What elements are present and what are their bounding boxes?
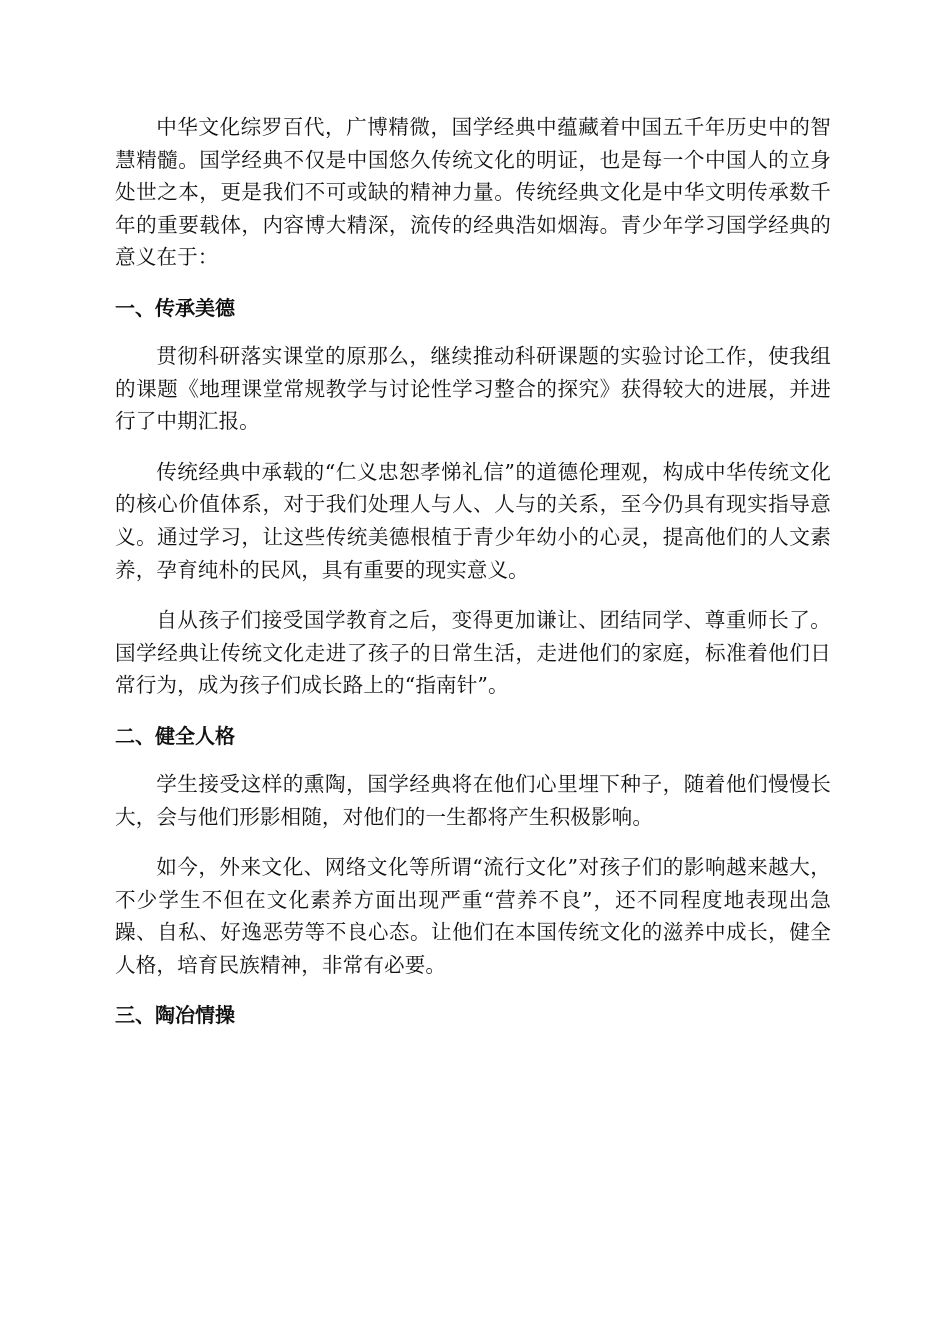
section2-paragraph-2: 如今，外来文化、网络文化等所谓“流行文化”对孩子们的影响越来越大，不少学生不但在文化素养方面出现严重“营养不良”，还不同程度地表现出急躁、自私、好逸恶劳等不良心态。让他们在本国传统文化的滋养中成长，健全人格，培育民族精神，非常有必要。: [115, 855, 831, 977]
section1-paragraph-2: 传统经典中承载的“仁义忠恕孝悌礼信”的道德伦理观，构成中华传统文化的核心价值体系，对于我们处理人与人、人与的关系，至今仍具有现实指导意义。通过学习，让这些传统美德根植于青少年幼小的心灵，提高他们的人文素养，孕育纯朴的民风，具有重要的现实意义。: [115, 459, 831, 582]
section2-body: [115, 768, 831, 982]
section1-paragraph-3: 自从孩子们接受国学教育之后，变得更加谦让、团结同学、尊重师长了。国学经典让传统文化走进了孩子的日常生活，走进他们的家庭，标准着他们日常行为，成为孩子们成长路上的“指南针”。: [115, 608, 831, 698]
section-heading-inherit-virtue: 一、传承美德: [115, 295, 235, 320]
section1-paragraph-1: 贯彻科研落实课堂的原那么，继续推动科研课题的实验讨论工作，使我组的课题《地理课堂常规教学与讨论性学习整合的探究》获得较大的进展，并进行了中期汇报。: [115, 343, 831, 434]
section-heading-sound-personality: 二、健全人格: [115, 723, 235, 748]
intro-paragraph: 中华文化综罗百代，广博精微，国学经典中蕴藏着中国五千年历史中的智慧精髓。国学经典不仅是中国悠久传统文化的明证，也是每一个中国人的立身处世之本，更是我们不可或缺的精神力量。传统经典文化是中华文明传承数千年的重要载体，内容博大精深，流传的经典浩如烟海。青少年学习国学经典的意义在于：: [115, 115, 831, 270]
document-body: [115, 111, 831, 1031]
section-heading-cultivate-sentiment: 三、陶冶情操: [115, 1003, 235, 1028]
section2-paragraph-1: 学生接受这样的熏陶，国学经典将在他们心里埋下种子，随着他们慢慢长大，会与他们形影相随，对他们的一生都将产生积极影响。: [115, 771, 831, 829]
section1-body: [115, 340, 831, 702]
